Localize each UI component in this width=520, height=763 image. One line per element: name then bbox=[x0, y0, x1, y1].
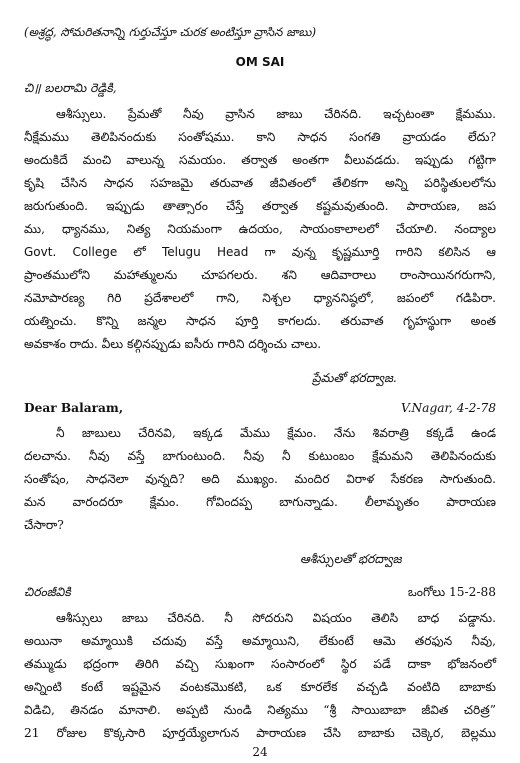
letter1-line: నమోపారణ్య గిరి ప్రదేశాలలో గాని, నిశ్చల ధ్యాననిష్ఠలో, జపంలో గడిపిరా. bbox=[24, 291, 496, 305]
letter2-line: చేసారా? bbox=[24, 518, 64, 532]
letter1-line: జరుగుతుంది. ఇప్పుడు తాత్సారం చేస్తే తర్వాత కష్టమవుతుంది. పారాయణ, జప bbox=[24, 199, 496, 213]
letter2-line: నీ జాబులు చేరినవి, ఇక్కడ మేము క్షేమం. నేను శివరాత్రి కక్కడే ఉండ bbox=[56, 426, 496, 440]
letter1-line: అవకాశం రాదు. వీలు కల్గినప్పుడు ఐసీరు గారిని దర్శించు చాలు. bbox=[24, 337, 322, 351]
letter2-closing: ఆశీస్సులతో భరద్వాజ bbox=[300, 552, 402, 566]
letter3-line: అయినా అమ్మాయికి చదువు వస్తే అమ్మాయిని, లేకుంటే ఆమె తరఫున నీవు, bbox=[24, 634, 496, 648]
letter2-salutation: Dear Balaram, bbox=[24, 401, 124, 415]
letter2-line: మన వారందరూ క్షేమం. గోవిందప్ప బాగున్నాడు. లీలామృతం పారాయణ bbox=[24, 495, 496, 509]
page-number: 24 bbox=[252, 745, 268, 759]
letter1-line: కృషి చేసిన సాధన సహజమై తరువాత జీవితంలో తేలికగా అన్ని పరిస్థితులలోను bbox=[24, 176, 496, 190]
letter1-line: అందుకిదే మంచి వాలున్న సమయం. తర్వాత అంతగా వీలువడదు. ఇప్పుడు గట్టిగా bbox=[24, 153, 496, 167]
letter2-line: దలచాను. నీవు వస్తే బాగుంటుంది. నీవు నీ కుటుంబం క్షేమమని తెలిపినందుకు bbox=[24, 449, 496, 463]
letter3-line: ఆశీస్సులు జాబు చేరినది. నీ సోదరుని విషయం తెలిసి బాధ పడ్డాను. bbox=[56, 611, 496, 625]
om-sai-title: OM SAI bbox=[235, 55, 285, 69]
letter1-line: యత్నించు. కొన్ని జన్మల సాధన పూర్తి కాగలదు. తరువాత గృహస్థుగా అంత bbox=[24, 314, 496, 328]
letter2-line: సంతోషం, సాధనెలా వున్నది? అది ముఖ్యం. మందిర విరాళ సేకరణ సాగుతుంది. bbox=[24, 472, 496, 486]
letter3-line: అన్నింటి కంటే ఇష్టమైన వంటకమొకటి, ఒక కూరలేక వచ్చడి వంటిది బాబాకు bbox=[24, 680, 496, 694]
letter3-line: విడిచి, తినడం మానాలి. అప్పటి నుండి నిత్యము “శ్రీ సాయిబాబా జీవిత చరిత్ర” bbox=[24, 703, 496, 717]
letter1-line: నీక్షేమము తెలిపినందుకు సంతోషము. కాని సాధన సంగతి వ్రాయడం లేదు? bbox=[24, 130, 496, 144]
letter1-line: ఆశీస్సులు. ప్రేమతో నీవు వ్రాసిన జాబు చేరినది. ఇచ్చటంతా క్షేమము. bbox=[56, 107, 496, 121]
letter3-line: 21 రోజుల కొక్కసారి పూర్తయ్యేలాగున పారాయణ చేసి బాబాకు చెక్కెర, బెల్లము bbox=[24, 726, 496, 740]
letter1-line: Govt. College లో Telugu Head గా వున్న కృష్ణమూర్తి గారిని కలిసిన ఆ bbox=[24, 245, 496, 259]
header-note: (అశ్రద్ధ, సోమరితనాన్ని గుర్తుచేస్తూ చురక అంటిస్తూ వ్రాసిన జాబు) bbox=[24, 25, 317, 39]
letter1-line: ము, ధ్యానము, నిత్య నియమంగా ఉదయం, సాయంకాలాలలో చేయాలి. నంద్యాల bbox=[24, 222, 496, 236]
letter1-closing: ప్రేమతో భరద్వాజ. bbox=[312, 371, 397, 385]
letter1-line: ప్రాంతములోని మహాత్ములను చూపగలరు. శని ఆదివారాలు రాంసాయినగరుగాని, bbox=[24, 268, 496, 282]
letter2-place-date: V.Nagar, 4-2-78 bbox=[400, 401, 496, 415]
letter3-place-date: ఒంగోలు 15-2-88 bbox=[407, 585, 496, 599]
letter3-salutation: చిరంజీవికి bbox=[24, 585, 71, 599]
letter1-salutation: చి॥ బలరామి రెడ్డికి, bbox=[24, 81, 117, 95]
letter3-line: తమ్ముడు భద్రంగా తిరిగి వచ్చి సుఖంగా సంసారంలో స్థిర పడే దాకా భోజనంలో bbox=[24, 657, 496, 671]
